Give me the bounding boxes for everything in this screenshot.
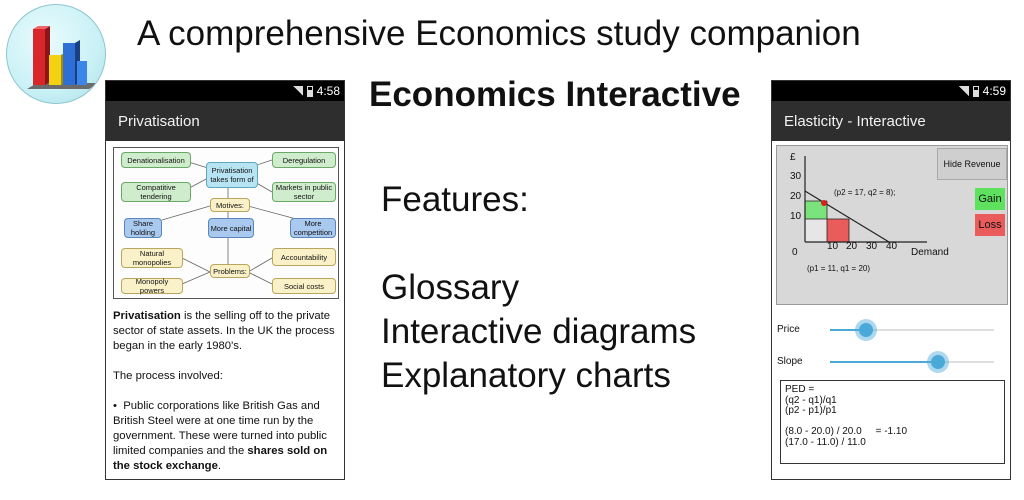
x-axis-label: Demand [911,247,949,258]
node-motives: Motives: [210,198,250,212]
node-monopoly-powers: Monopoly powers [121,278,183,294]
x-tick: 40 [886,241,898,252]
revenue-area [805,219,827,242]
loss-legend: Loss [975,214,1005,236]
app-name: Economics Interactive [369,75,741,114]
point2-label: (p2 = 17, q2 = 8); [834,188,896,197]
screen-title: Elasticity - Interactive [784,112,926,130]
ped-formula-box [780,380,1005,464]
price-slider[interactable] [830,329,994,331]
x-tick: 30 [866,241,878,252]
paragraph-text: is the selling off to the private sector of state assets. In the UK the process began in the early 1980's. [113,310,335,352]
node-competitive-tendering: Compatitive tendering [121,182,191,202]
status-bar [772,81,1010,101]
slider-thumb[interactable] [927,351,949,373]
bullet-text: Public corporations like British Gas and British Steel were at one time run by the government. These were turned into public limited companies and the [113,400,327,457]
y-tick: 0 [792,247,798,258]
y-tick: 20 [790,191,802,202]
node-share-holding: Share holding [124,218,162,238]
features-list [381,178,696,398]
hide-revenue-button[interactable]: Hide Revenue [937,148,1007,180]
y-tick: 10 [790,211,802,222]
formula-line: (p2 - p1)/p1 [785,405,837,416]
phone-screenshot-privatisation [105,80,345,480]
formula-line: (q2 - q1)/q1 [785,394,837,406]
node-deregulation: Deregulation [272,152,336,168]
gain-legend: Gain [975,188,1005,210]
feature-item: Interactive diagrams [381,312,697,351]
node-problems: Problems: [210,264,250,278]
status-bar [106,81,344,101]
features-heading: Features: [381,180,529,219]
action-bar [772,101,1010,141]
slope-slider-label: Slope [777,356,803,367]
slope-slider[interactable] [830,361,994,363]
bar-chart-icon [7,5,106,104]
node-more-capital: More capital [208,218,254,238]
node-privatisation: Privatisation takes form of [206,162,258,188]
concept-map [113,147,339,299]
y-axis-label: £ [790,152,796,163]
signal-icon [959,86,969,96]
bullet-end: . [217,460,221,472]
status-time: 4:58 [316,84,340,98]
bullet-icon: • [113,400,124,412]
app-logo [6,4,106,104]
status-time: 4:59 [982,84,1006,98]
slider-thumb[interactable] [855,319,877,341]
paragraph [113,309,341,354]
bullet-bold: shares sold on the stock exchange [113,445,328,472]
battery-icon [973,86,979,97]
phone-screenshot-elasticity [771,80,1011,480]
point-marker[interactable] [821,200,827,206]
article-text [113,309,341,474]
formula-line: (17.0 - 11.0) / 11.0 [785,436,866,448]
feature-item: Glossary [381,268,520,307]
screen-title: Privatisation [118,112,200,130]
price-slider-label: Price [777,324,800,335]
page-title: A comprehensive Economics study companion [137,14,861,53]
term-bold: Privatisation [113,310,181,322]
bullet-item [113,399,341,474]
slider-fill [830,361,938,363]
battery-icon [307,86,313,97]
y-tick: 30 [790,171,802,182]
formula-line: (8.0 - 20.0) / 20.0 = -1.10 [785,426,908,437]
point1-label: (p1 = 11, q1 = 20) [807,264,871,273]
node-natural-monopolies: Natural monopolies [121,248,183,268]
paragraph: The process involved: [113,370,223,382]
node-markets-public-sector: Markets in public sector [272,182,336,202]
signal-icon [293,86,303,96]
node-social-costs: Social costs [272,278,336,294]
x-tick: 10 [827,241,839,252]
node-denationalisation: Denationalisation [121,152,191,168]
action-bar [106,101,344,141]
x-tick: 20 [846,241,858,252]
loss-area [827,219,849,242]
elasticity-graph-panel[interactable] [776,145,1008,305]
node-accountability: Accountability [272,248,336,266]
node-more-competition: More competition [290,218,336,238]
feature-item: Explanatory charts [381,356,671,395]
formula-line: PED = [785,384,815,395]
